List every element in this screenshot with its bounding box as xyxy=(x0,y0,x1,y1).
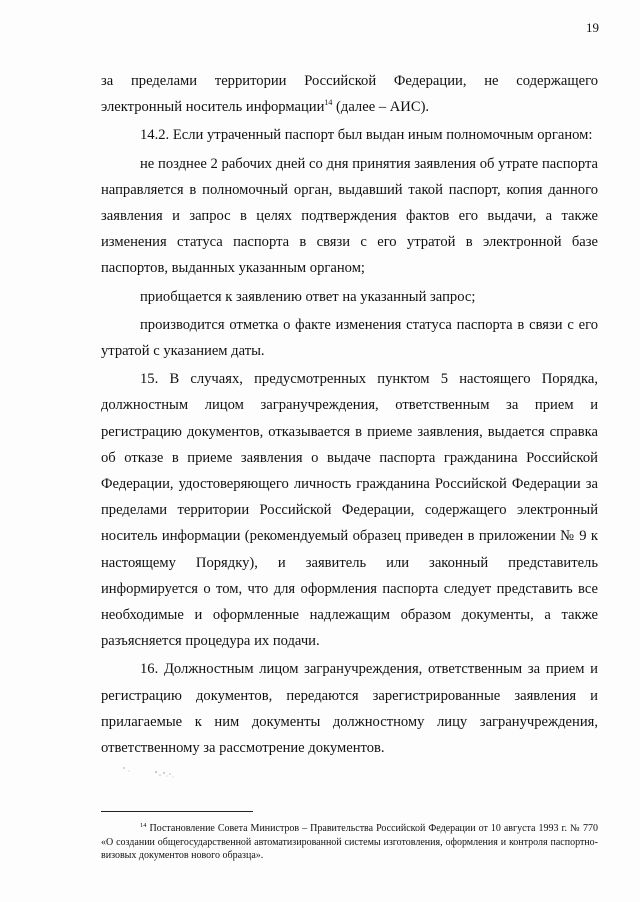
scan-smudge xyxy=(120,762,190,782)
paragraph-14-2: 14.2. Если утраченный паспорт был выдан иным полномочным органом: xyxy=(140,127,593,144)
document-body xyxy=(101,68,598,761)
paragraph-continuation xyxy=(101,68,598,120)
footnote-separator xyxy=(101,811,253,812)
footnote-reference[interactable]: 14 xyxy=(324,98,333,108)
paragraph-text-tail: (далее – АИС). xyxy=(332,99,430,116)
footnote-marker: 14 xyxy=(140,822,147,829)
footnote-text-block xyxy=(101,822,598,863)
paragraph-15: 15. В случаях, предусмотренных пунктом 5 настоящего Порядка, должностным лицом загранучреждения, ответственным за прием и регистрацию документов, отказывается в приеме заявления, выдается справка об отказе в приеме заявления о выдаче паспорта гражданина Российской Федерации, удостоверяющего личность гражданина Российской Федерации за пределами территории Российской Федерации, содержащего электронный носитель информации (рекомендуемый образец приведен в приложении № 9 к настоящему Порядку), и заявитель или законный представитель информируется о том, что для оформления паспорта следует представить все необходимые и оформленные надлежащим образом документы, а также разъясняется процедура их подачи. xyxy=(101,371,598,650)
paragraph-14-2-item-1: не позднее 2 рабочих дней со дня принятия заявления об утрате паспорта направляется в полномочный орган, выдавший такой паспорт, копия данного заявления и запрос в целях подтверждения фактов его выдачи, а также изменения статуса паспорта в связи с его утратой в электронной базе паспортов, выданных указанным органом; xyxy=(101,155,598,277)
footnote-text: Постановление Совета Министров – Правительства Российской Федерации от 10 августа 1993 г. № 770 «О создании общегосударственной автоматизированной системы изготовления, оформления и контроля паспортно-визовых документов нового образца». xyxy=(101,823,598,862)
page-number: 19 xyxy=(586,20,599,35)
paragraph-text: за пределами территории Российской Федерации, не содержащего электронный носитель информации xyxy=(101,73,598,116)
paragraph-16: 16. Должностным лицом загранучреждения, ответственным за прием и регистрацию документов, передаются зарегистрированные заявления и прилагаемые к ним документы должностному лицу загранучреждения, ответственному за рассмотрение документов. xyxy=(101,661,598,757)
paragraph-14-2-item-3: производится отметка о факте изменения статуса паспорта в связи с его утратой с указанием даты. xyxy=(101,316,598,360)
footnote xyxy=(101,822,598,863)
paragraph-14-2-item-2: приобщается к заявлению ответ на указанный запрос; xyxy=(140,288,476,305)
